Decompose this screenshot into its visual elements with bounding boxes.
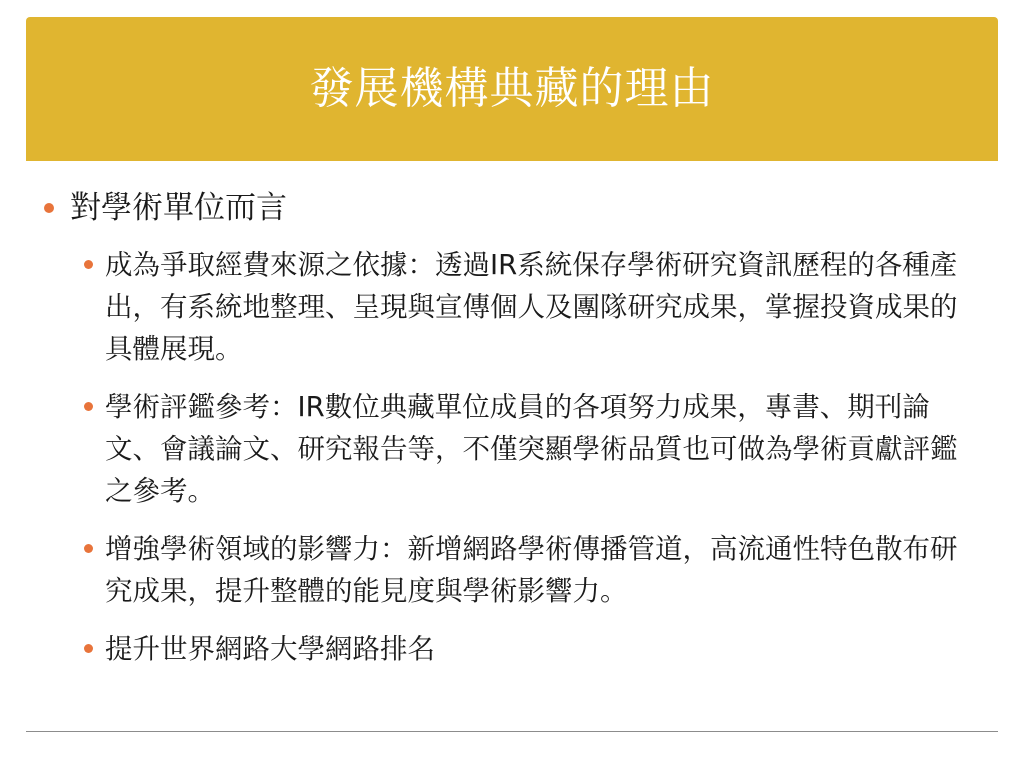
sub-bullet-text: 提升世界網路大學網路排名 [105,633,435,665]
sub-bullet-text: 增強學術領域的影響力：新增網路學術傳播管道，高流通性特色散布研究成果，提升整體的能見度與學術影響力。 [105,533,958,607]
bullet-dot-icon [84,402,93,411]
bullet-dot-icon [84,644,93,653]
sub-bullet-item [84,386,974,512]
bullet-dot-icon [84,260,93,269]
sub-bullet-list [84,244,974,670]
bullet-dot-icon [44,203,54,213]
title-bar [26,17,998,161]
sub-bullet-text: 學術評鑑參考：IR數位典藏單位成員的各項努力成果，專書、期刊論文、會議論文、研究報告等，不僅突顯學術品質也可做為學術貢獻評鑑之參考。 [105,391,958,507]
sub-bullet-item [84,528,974,612]
slide-title: 發展機構典藏的理由 [309,63,715,114]
slide-content [44,186,974,686]
sub-bullet-item [84,628,974,670]
sub-bullet-text: 成為爭取經費來源之依據：透過IR系統保存學術研究資訊歷程的各種產出，有系統地整理、呈現與宣傳個人及團隊研究成果，掌握投資成果的具體展現。 [105,249,958,365]
bullet-dot-icon [84,544,93,553]
sub-bullet-item [84,244,974,370]
bullet-level1 [44,186,974,230]
bottom-divider [26,731,998,732]
bullet-level1-text: 對學術單位而言 [70,190,287,226]
